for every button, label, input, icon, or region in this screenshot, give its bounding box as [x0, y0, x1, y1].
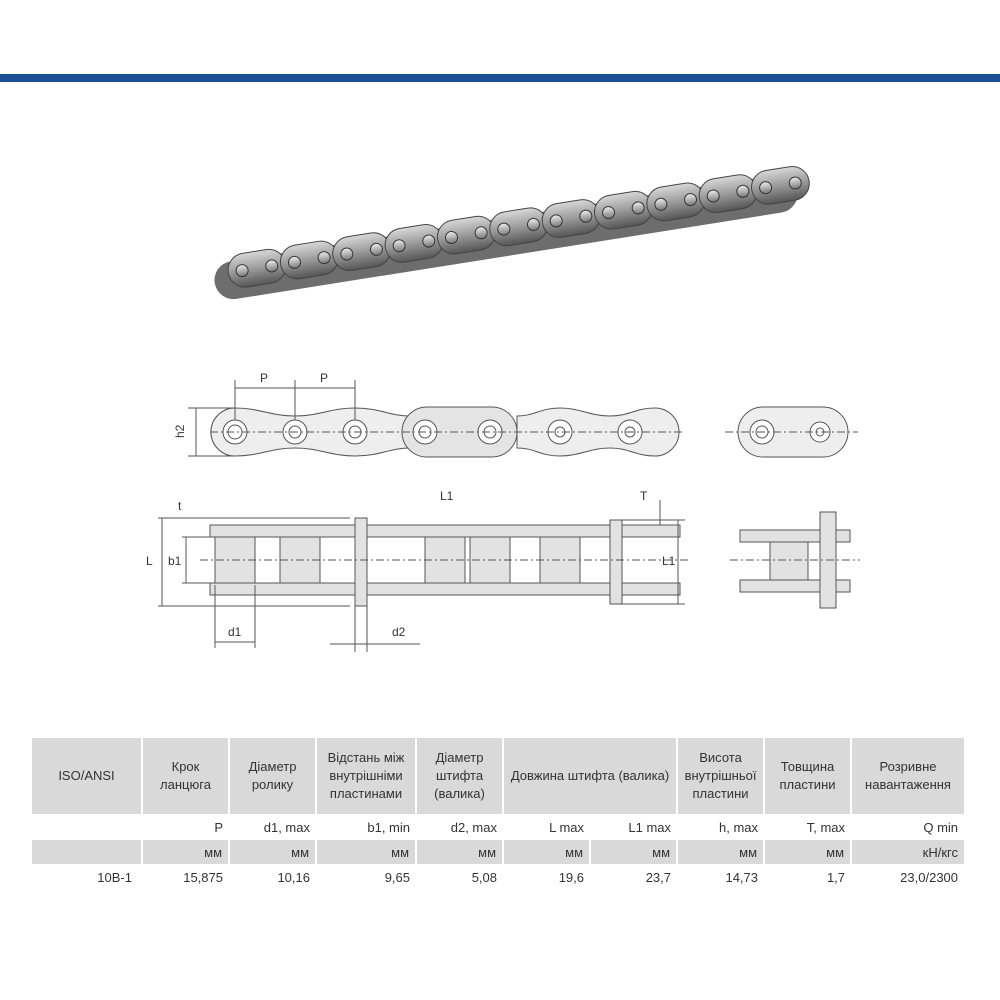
label-L1-top: L1: [440, 489, 454, 503]
label-d2: d2: [392, 625, 406, 639]
unit-thick: мм: [764, 840, 851, 864]
chain-photo: [200, 160, 810, 300]
cell-height: 14,73: [725, 869, 759, 885]
label-d1: d1: [228, 625, 242, 639]
label-b1: b1: [168, 554, 182, 568]
cell-pin-d: 5,08: [471, 869, 497, 885]
cell-l1: 23,7: [645, 869, 672, 885]
symbol-load: Q min: [923, 819, 959, 835]
cell-roller: 10,16: [277, 869, 310, 885]
unit-l1: мм: [590, 840, 677, 864]
symbol-thick: T, max: [806, 819, 846, 835]
unit-height: мм: [677, 840, 764, 864]
unit-l: мм: [503, 840, 590, 864]
symbol-blank: [32, 814, 142, 840]
table-header-row: [32, 738, 964, 814]
header-inner: Відстань між внутрішніми пластинами: [316, 738, 416, 814]
label-h2: h2: [173, 424, 187, 438]
top-accent-bar: [0, 74, 1000, 82]
header-thick: Товщина пластини: [764, 738, 851, 814]
table-symbol-row: [32, 814, 964, 840]
cell-iso: 10B-1: [97, 869, 132, 885]
unit-inner: мм: [316, 840, 416, 864]
symbol-pitch: P: [214, 819, 223, 835]
symbol-height: h, max: [719, 819, 759, 835]
label-T: T: [640, 489, 648, 503]
symbol-inner: b1, min: [367, 819, 410, 835]
spec-table: [32, 738, 964, 890]
unit-blank: [32, 840, 142, 864]
label-t: t: [178, 499, 182, 513]
label-pitch-2: P: [320, 371, 329, 385]
header-pin-d: Діаметр штифта (валика): [416, 738, 503, 814]
table-row: [32, 864, 964, 890]
symbol-l1: L1 max: [628, 819, 672, 835]
header-iso: ISO/ANSI: [32, 738, 142, 814]
symbol-roller: d1, max: [263, 819, 310, 835]
chain-technical-drawing: [140, 360, 870, 660]
label-L1-right: L1: [662, 554, 676, 568]
cell-inner: 9,65: [384, 869, 410, 885]
unit-roller: мм: [229, 840, 316, 864]
cell-l: 19,6: [558, 869, 584, 885]
table-units-row: [32, 840, 964, 864]
unit-pitch: мм: [142, 840, 229, 864]
header-pitch: Крок ланцюга: [142, 738, 229, 814]
cell-thick: 1,7: [826, 869, 846, 885]
header-pin-length: Довжина штифта (валика): [503, 738, 677, 814]
label-pitch-1: P: [260, 371, 269, 385]
symbol-l: L max: [549, 819, 584, 835]
unit-load: кН/кгс: [851, 840, 964, 864]
unit-pin-d: мм: [416, 840, 503, 864]
cell-load: 23,0/2300: [900, 869, 959, 885]
symbol-pin-d: d2, max: [450, 819, 497, 835]
header-roller: Діаметр ролику: [229, 738, 316, 814]
header-load: Розривне навантаження: [851, 738, 964, 814]
header-height: Висота внутрішньої пластини: [677, 738, 764, 814]
cell-pitch: 15,875: [183, 869, 223, 885]
label-L: L: [146, 554, 153, 568]
